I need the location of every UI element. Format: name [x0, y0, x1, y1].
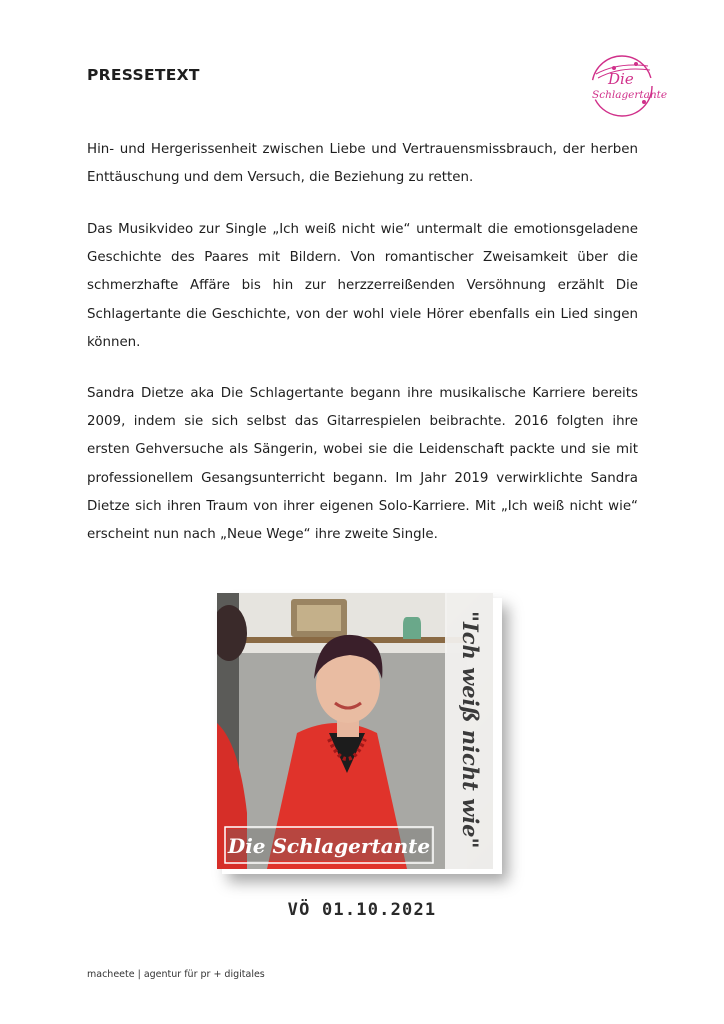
release-date: VÖ 01.10.2021 — [287, 900, 437, 920]
logo-text-top: Die — [608, 70, 634, 88]
paragraph-intro: Hin- und Hergerissenheit zwischen Liebe und Vertrauensmissbrauch, der herben Enttäuschung und dem Versuch, die Beziehung zu retten. — [87, 142, 638, 186]
page-heading: PRESSETEXT — [87, 66, 200, 84]
single-cover-image — [217, 593, 493, 869]
cover-song-title: "Ich weiß nicht wie" — [458, 611, 483, 849]
schlagertante-logo — [578, 44, 670, 124]
paragraph-video: Das Musikvideo zur Single „Ich weiß nicht wie“ untermalt die emotionsgeladene Geschichte des Paares mit Bildern. Von romantischer Zweisamkeit über die schmerzhafte Affäre bis hin zur herzzerreißenden Versöhnung erzählt Die Schlagertante die Geschichte, von der wohl viele Hörer ebenfalls ein Lied singen können. — [87, 222, 638, 350]
footer-agency: macheete | agentur für pr + digitales — [87, 969, 265, 980]
cover-artist-name: Die Schlagertante — [227, 834, 431, 858]
paragraph-biography: Sandra Dietze aka Die Schlagertante begann ihre musikalische Karriere bereits 2009, indem sie sich selbst das Gitarrespielen beibrachte. 2016 folgten ihre ersten Gehversuche als Sängerin, wobei sie die Leidenschaft packte und sie mit professionellem Gesangsunterricht begann. Im Jahr 2019 verwirklichte Sandra Dietze sich ihren Traum von ihrer eigenen Solo-Karriere. Mit „Ich weiß nicht wie“ erscheint nun nach „Neue Wege“ ihre zweite Single. — [87, 386, 638, 543]
logo-text-bottom: Schlagertante — [592, 89, 668, 101]
